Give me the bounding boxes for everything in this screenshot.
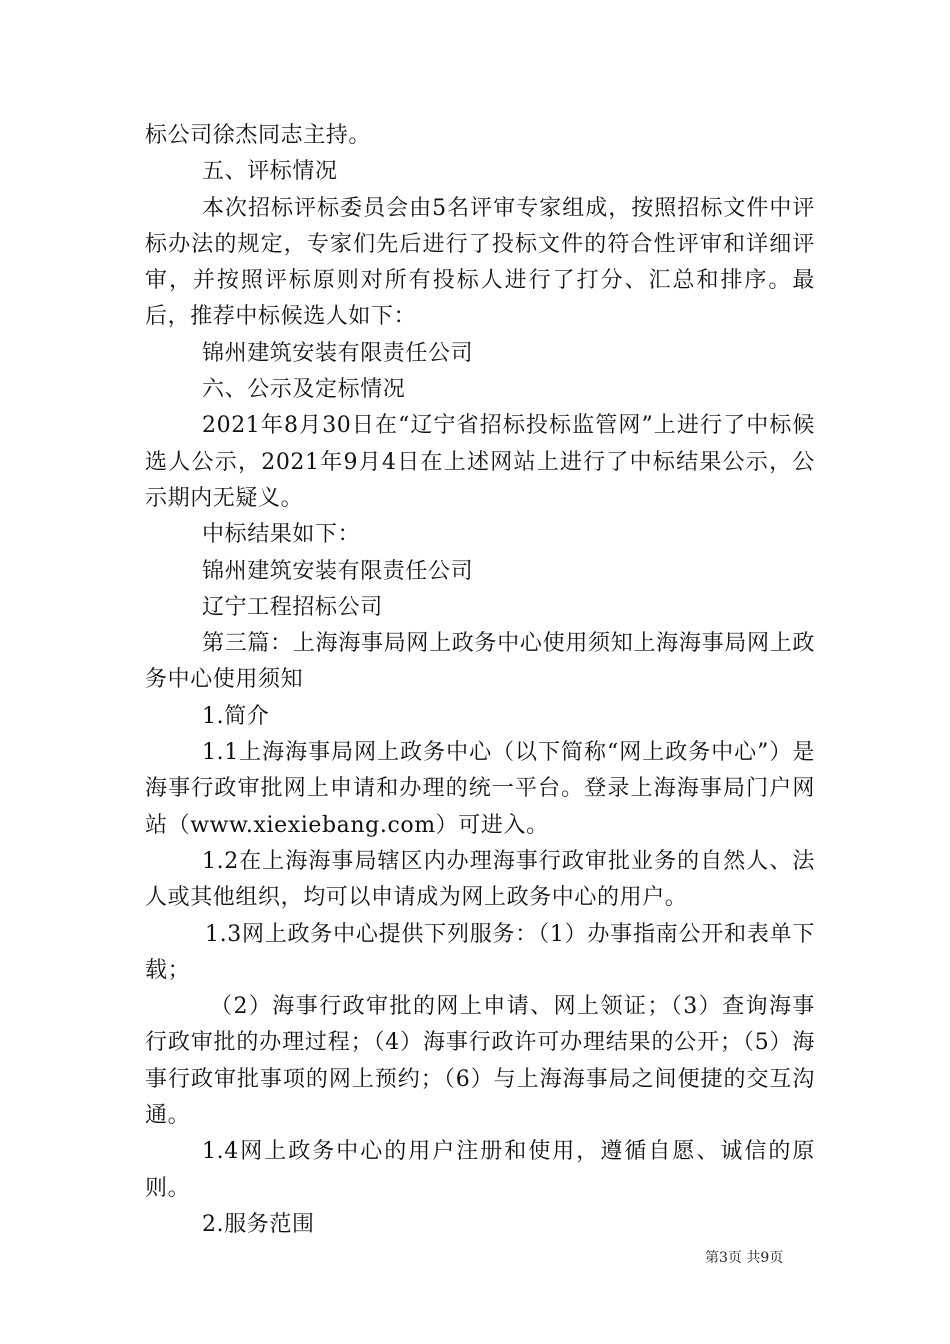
result-heading: 中标结果如下： <box>202 522 361 548</box>
section-heading-6: 六、公示及定标情况 <box>202 377 406 403</box>
agency-name: 辽宁工程招标公司 <box>202 594 383 620</box>
clause-1-3-services: （2）海事行政审批的网上申请、网上领证；（3）查询海事行政审批的办理过程；（4）海事行政许可办理结果的公开；（5）海事行政审批事项的网上预约；（6）与上海海事局之间便捷的交互沟通。 <box>145 994 815 1129</box>
total-pages-number: 9 <box>760 1250 770 1266</box>
page-number-footer <box>705 1247 783 1267</box>
clause-1-4: 1.4网上政务中心的用户注册和使用，遵循自愿、诚信的原则。 <box>145 1139 815 1201</box>
page-label-prefix: 第 <box>705 1250 719 1266</box>
document-body <box>145 118 815 1243</box>
winning-bidder: 锦州建筑安装有限责任公司 <box>202 558 474 584</box>
paragraph-publicity: 2021年8月30日在“辽宁省招标投标监管网”上进行了中标候选人公示，2021年9月4日在上述网站上进行了中标结果公示，公示期内无疑义。 <box>145 413 815 511</box>
clause-1-1: 1.1上海海事局网上政务中心（以下简称“网上政务中心”）是海事行政审批网上申请和办理的统一平台。登录上海海事局门户网站（www.xiexiebang.com）可进入。 <box>145 740 815 838</box>
section-intro-heading: 1.简介 <box>202 703 270 729</box>
clause-1-3: 1.3网上政务中心提供下列服务：（1）办事指南公开和表单下载； <box>145 921 815 983</box>
section-scope-heading: 2.服务范围 <box>202 1211 315 1237</box>
recommended-candidate: 锦州建筑安装有限责任公司 <box>202 340 474 366</box>
section-heading-5: 五、评标情况 <box>202 159 338 185</box>
clause-1-2: 1.2在上海海事局辖区内办理海事行政审批业务的自然人、法人或其他组织，均可以申请成为网上政务中心的用户。 <box>145 848 815 911</box>
page-label-middle: 页 共 <box>727 1250 761 1266</box>
part-three-title: 第三篇：上海海事局网上政务中心使用须知上海海事局网上政务中心使用须知 <box>145 631 815 693</box>
page-label-suffix: 页 <box>769 1250 784 1266</box>
paragraph-1: 标公司徐杰同志主持。 <box>145 123 372 148</box>
paragraph-evaluation: 本次招标评标委员会由5名评审专家组成，按照招标文件中评标办法的规定，专家们先后进行了投标文件的符合性评审和详细评审，并按照评标原则对所有投标人进行了打分、汇总和排序。最后，推荐中标候选人如下： <box>145 195 815 330</box>
current-page-number: 3 <box>719 1250 728 1266</box>
